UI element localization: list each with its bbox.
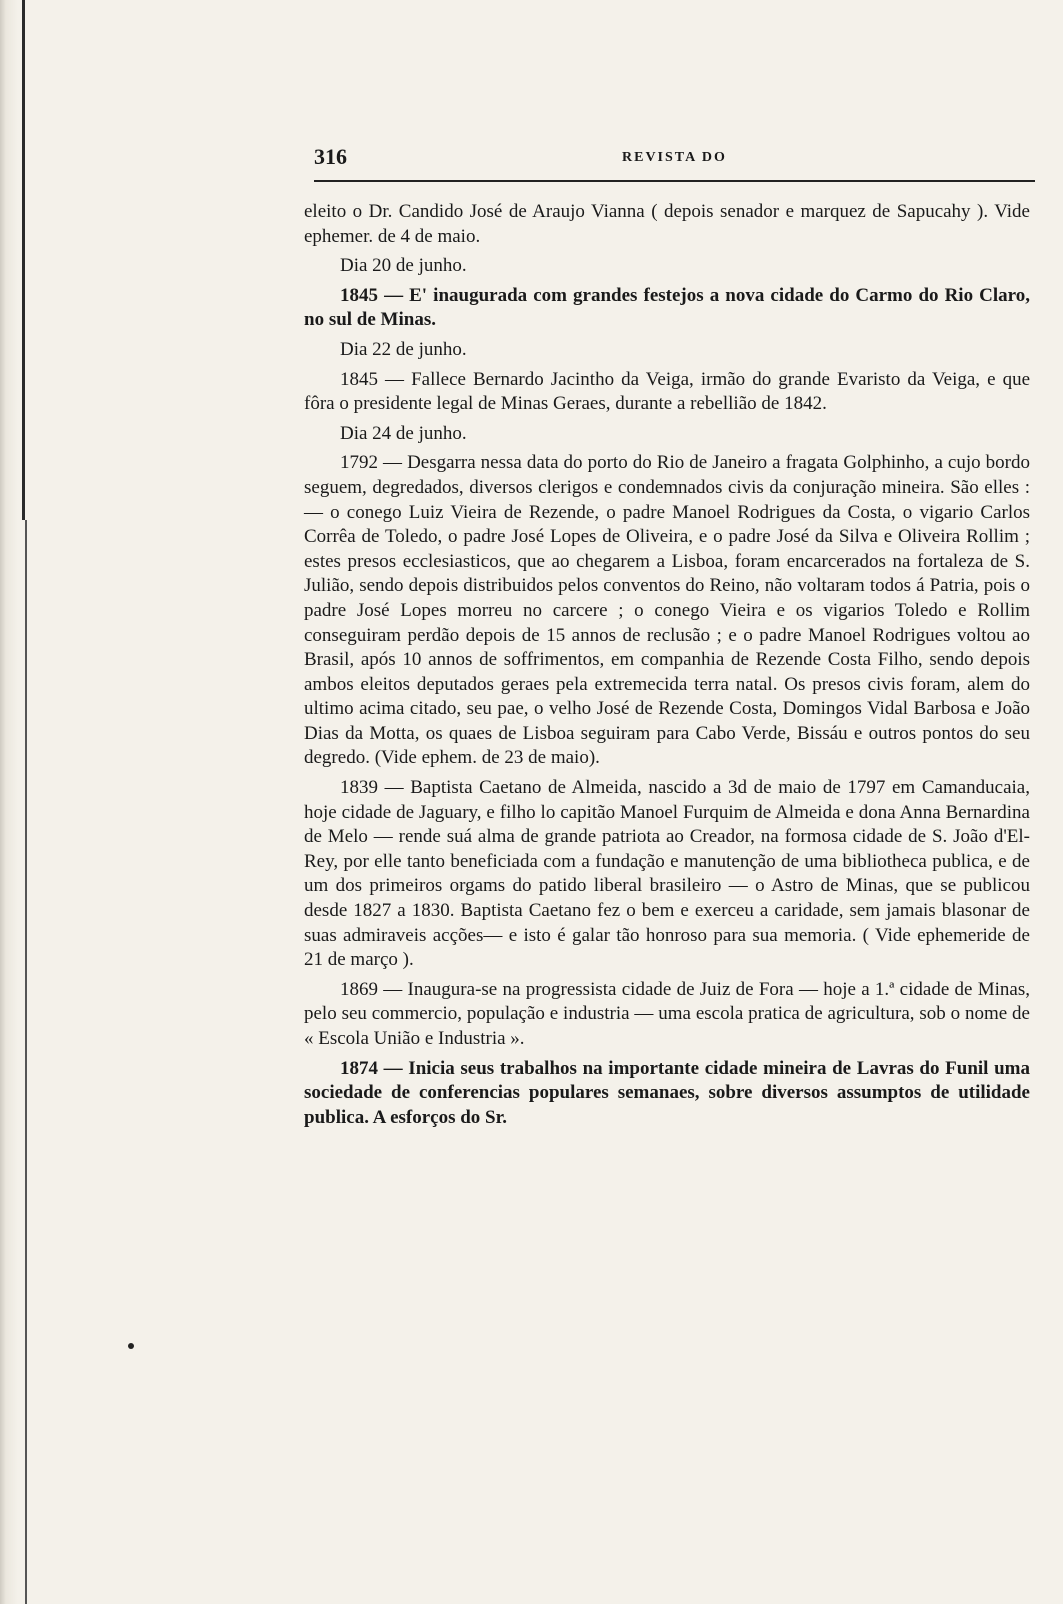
scan-edge-line xyxy=(22,0,25,520)
paragraph: 1869 — Inaugura-se na progressista cidade de Juiz de Fora — hoje a 1.ª cidade de Minas, pelo seu commercio, população e industria — uma escola pratica de agricultura, sob o nome de « Escola União e Industria ». xyxy=(304,978,1030,1049)
scan-edge-shadow xyxy=(0,0,40,1604)
paragraph: 1845 — E' inaugurada com grandes festejos a nova cidade do Carmo do Rio Claro, no sul de Minas. xyxy=(304,284,1030,331)
paragraph: 1792 — Desgarra nessa data do porto do Rio de Janeiro a fragata Golphinho, a cujo bordo seguem, degredados, diversos clerigos e condemnados civis da conjuração mineira. São elles : — o conego Luiz Vieira de Rezende, o padre Manoel Rodrigues da Costa, o vigario Carlos Corrêa de Toledo, o padre José Lopes de Oliveira, e o padre José da Silva e Oliveira Rollim ; estes presos ecclesiasticos, que ao chegarem a Lisboa, foram encarcerados na fortaleza de S. Julião, sendo depois distribuidos pelos conventos do Reino, não voltaram todos á Patria, pois o padre José Lopes morreu no carcere ; o conego Vieira e os vigarios Toledo e Rollim conseguiram perdão depois de 15 annos de reclusão ; e o padre Manoel Rodrigues voltou ao Brasil, após 10 annos de soffrimentos, em companhia de Rezende Costa Filho, sendo depois ambos eleitos deputados geraes pela extremecida terra natal. Os presos civis foram, alem do ultimo acima citado, seu pae, o velho José de Rezende Costa, Domingos Vidal Barbosa e João Dias da Motta, os quaes de Lisboa seguiram para Cabo Verde, Bissáu e outros pontos do seu degredo. (Vide ephem. de 23 de maio). xyxy=(304,452,1030,769)
running-title: REVISTA DO xyxy=(622,150,727,165)
page-body xyxy=(304,200,1030,1135)
paragraph: 1839 — Baptista Caetano de Almeida, nascido a 3d de maio de 1797 em Camanducaia, hoje cidade de Jaguary, e filho lo capitão Manoel Furquim de Almeida e dona Anna Bernardina de Melo — rende suá alma de grande patriota ao Creador, na formosa cidade de S. João d'El-Rey, por elle tanto beneficiada com a fundação e manutenção de uma bibliotheca publica, e de um dos primeiros orgams do patido liberal brasileiro — o Astro de Minas, que se publicou desde 1827 a 1830. Baptista Caetano fez o bem e exerceu a caridade, sem jamais blasonar de suas admiraveis acções— e isto é galar tão honroso para sua memoria. ( Vide ephemeride de 21 de março ). xyxy=(304,777,1030,971)
day-heading: Dia 24 de junho. xyxy=(340,422,467,444)
page-number: 316 xyxy=(314,144,347,169)
scan-edge-line xyxy=(25,520,27,1604)
page-header xyxy=(300,140,1035,180)
paragraph: eleito o Dr. Candido José de Araujo Vianna ( depois senador e marquez de Sapucahy ). Vide ephemer. de 4 de maio. xyxy=(304,201,1030,247)
paragraph: 1845 — Fallece Bernardo Jacintho da Veiga, irmão do grande Evaristo da Veiga, e que fôra o presidente legal de Minas Geraes, durante a rebellião de 1842. xyxy=(304,368,1030,415)
day-heading: Dia 20 de junho. xyxy=(340,255,467,277)
header-rule xyxy=(314,180,1035,182)
paragraph: 1874 — Inicia seus trabalhos na importante cidade mineira de Lavras do Funil uma sociedade de conferencias populares semanaes, sobre diversos assumptos de utilidade publica. A esforços do Sr. xyxy=(304,1057,1030,1128)
day-heading: Dia 22 de junho. xyxy=(340,338,467,360)
scan-speck xyxy=(128,1343,134,1349)
